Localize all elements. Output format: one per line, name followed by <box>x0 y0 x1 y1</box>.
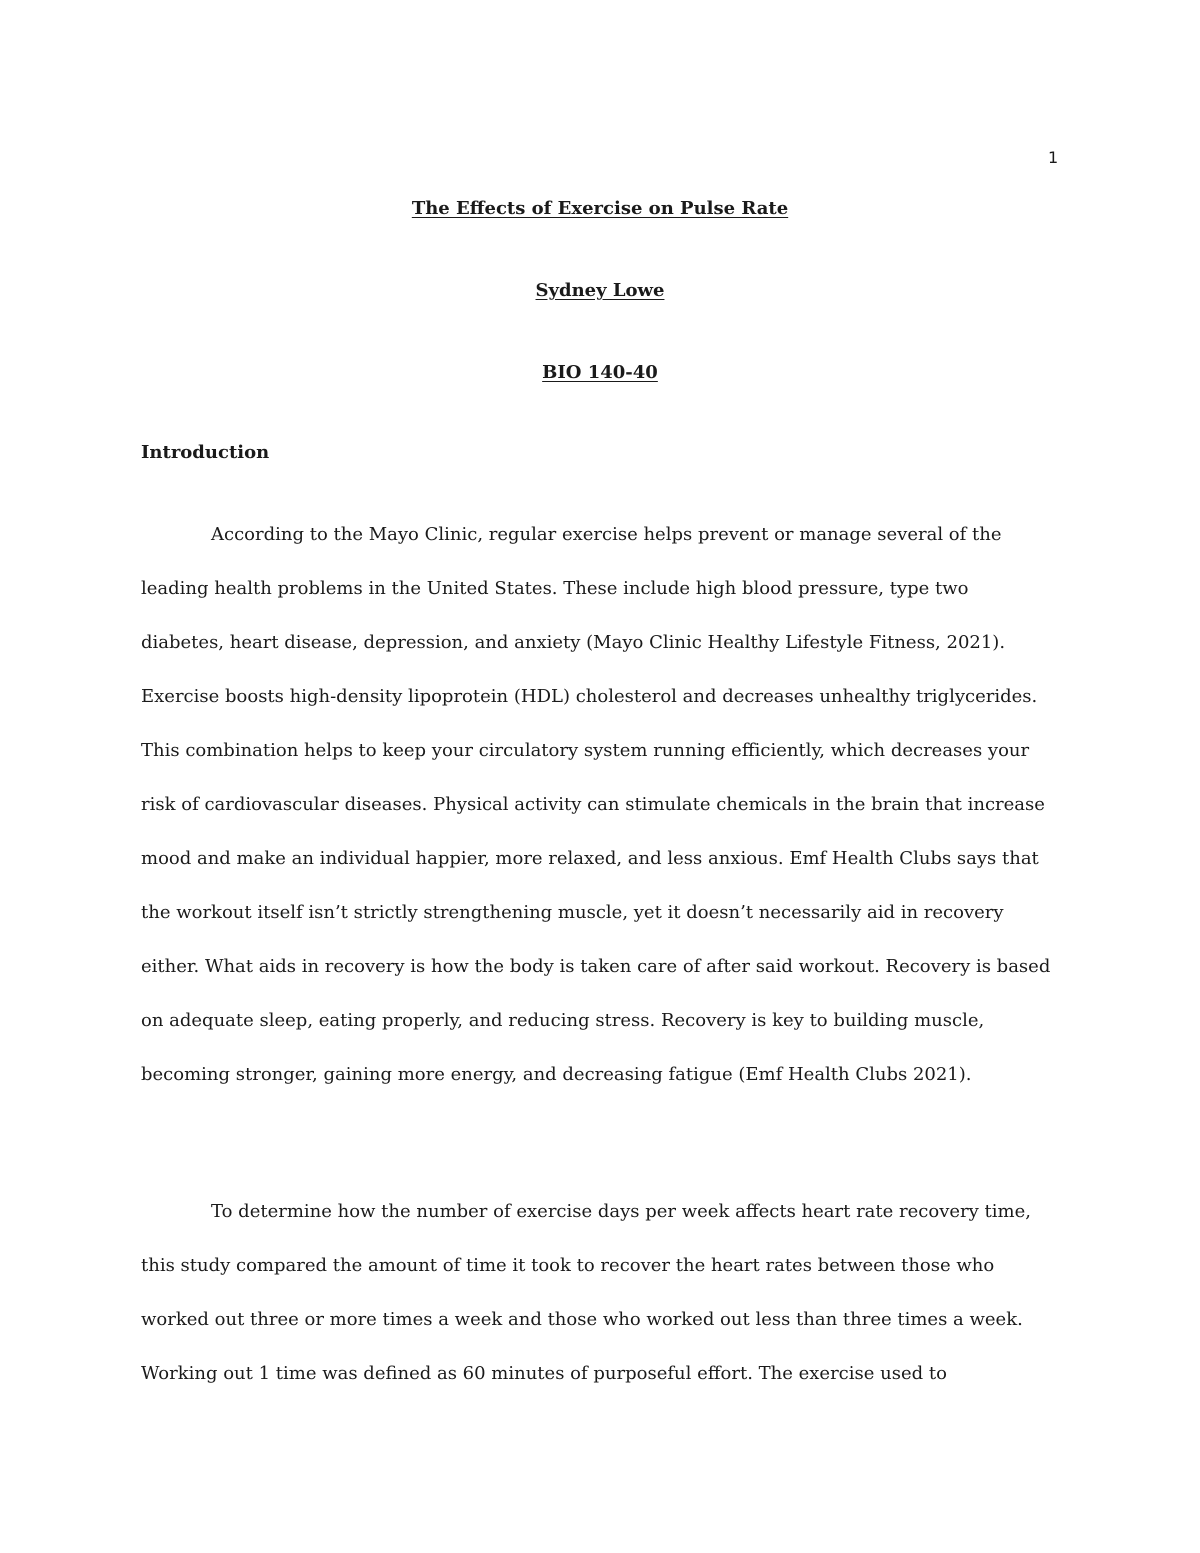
document-course: BIO 140-40 <box>542 362 658 383</box>
body-paragraph: To determine how the number of exercise days per week affects heart rate recovery time, this study compared the amount of time it took to recover the heart rates between those who worked out three or more times a week and those who worked out less than three times a week. Working out 1 time was defined as 60 minutes of purposeful effort. The exercise used to <box>141 1201 1031 1384</box>
section-heading-introduction: Introduction <box>141 442 270 463</box>
page-number: 1 <box>1048 148 1059 167</box>
document-title: The Effects of Exercise on Pulse Rate <box>411 198 789 219</box>
body-paragraph: According to the Mayo Clinic, regular exercise helps prevent or manage several of the leading health problems in the United States. These include high blood pressure, type two diabetes, heart disease, depression, and anxiety (Mayo Clinic Healthy Lifestyle Fitness, 2021). Exercise boosts high-density lipoprotein (HDL) cholesterol and decreases unhealthy triglycerides. This combination helps to keep your circulatory system running efficiently, which decreases your risk of cardiovascular diseases. Physical activity can stimulate chemicals in the brain that increase mood and make an individual happier, more relaxed, and less anxious. Emf Health Clubs says that the workout itself isn’t strictly strengthening muscle, yet it doesn’t necessarily aid in recovery either. What aids in recovery is how the body is taken care of after said workout. Recovery is based on adequate sleep, eating properly, and reducing stress. Recovery is key to building muscle, becoming stronger, gaining more energy, and decreasing fatigue (Emf Health Clubs 2021). <box>141 524 1051 1085</box>
document-author: Sydney Lowe <box>535 280 665 301</box>
